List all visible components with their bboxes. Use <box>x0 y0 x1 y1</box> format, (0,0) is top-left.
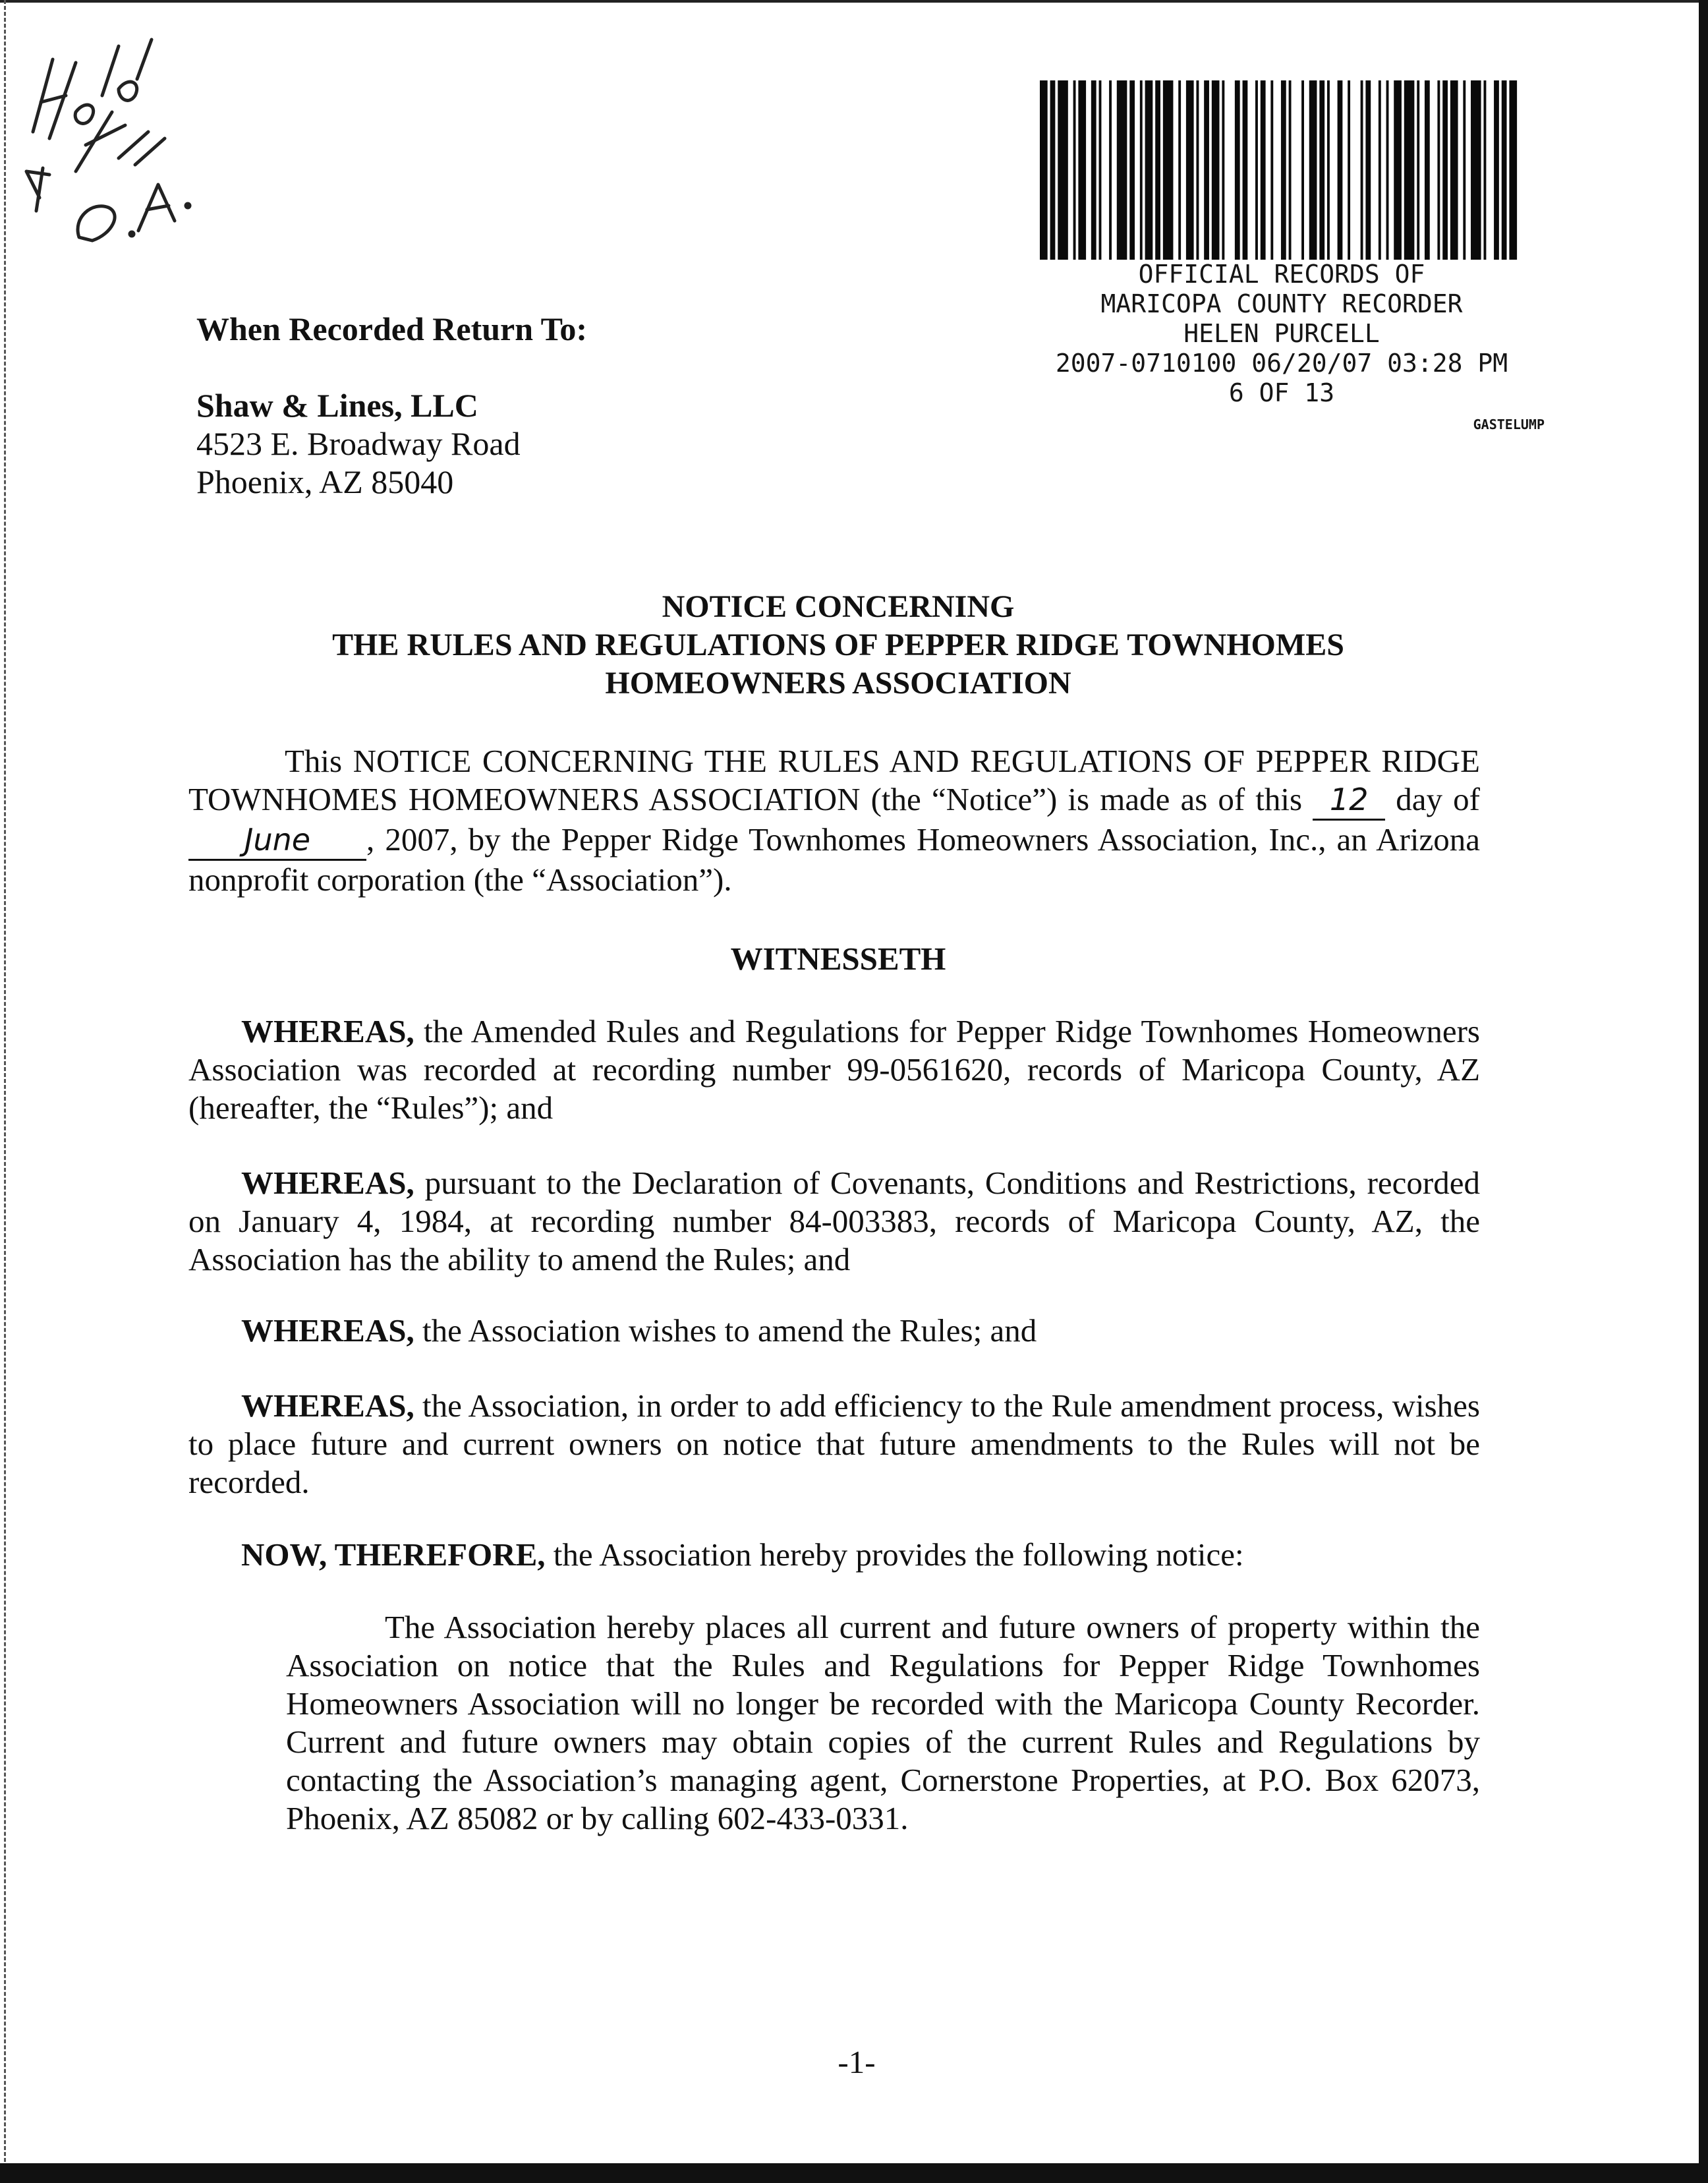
whereas-text: the Association, in order to add efficiency to the Rule amendment process, wishes to place future and current owners on notice that future amendments to the Rules will not be recorded. <box>188 1387 1480 1500</box>
barcode-bar <box>1502 80 1507 260</box>
whereas-clause <box>188 1312 1480 1350</box>
barcode-bar <box>1109 80 1112 260</box>
barcode-bar <box>1178 80 1181 260</box>
whereas-lead: WHEREAS, <box>241 1013 414 1049</box>
recording-barcode <box>1040 80 1520 260</box>
barcode-bar <box>1050 80 1056 260</box>
intro-text: This NOTICE CONCERNING THE RULES AND REGULATIONS OF PEPPER RIDGE TOWNHOMES HOMEOWNERS ASSOCIATION (the “Notice”) is made as of this <box>188 743 1480 817</box>
barcode-bar <box>1091 80 1096 260</box>
return-heading: When Recorded Return To: <box>196 310 588 347</box>
barcode-bar <box>1289 80 1292 260</box>
scan-edge-top <box>0 0 1708 3</box>
barcode-bar <box>1425 80 1430 260</box>
recorder-line: HELEN PURCELL <box>1183 319 1380 348</box>
whereas-clause <box>188 1164 1480 1279</box>
witnesseth-heading: WITNESSETH <box>730 941 946 977</box>
day-blank: 12 <box>1313 780 1385 821</box>
barcode-bar <box>1255 80 1258 260</box>
barcode-bar <box>1235 80 1240 260</box>
now-therefore-lead: NOW, THEREFORE, <box>241 1536 546 1573</box>
whereas-lead: WHEREAS, <box>241 1165 414 1201</box>
whereas-text: pursuant to the Declaration of Covenants, Conditions and Restrictions, recorded on January 4, 1984, at recording number 84-003383, records of Maricopa County, AZ, the Association has the ability to amend the Rules; and <box>188 1165 1480 1277</box>
barcode-bar <box>1204 80 1209 260</box>
barcode-bar <box>1509 80 1517 260</box>
barcode-bar <box>1301 80 1304 260</box>
barcode-bar <box>1243 80 1248 260</box>
whereas-text: the Amended Rules and Regulations for Pepper Ridge Townhomes Homeowners Association was recorded at recording number 99-0561620, records of Maricopa County, AZ (hereafter, the “Rules”); and <box>188 1013 1480 1126</box>
handwritten-margin-note <box>13 33 211 244</box>
barcode-bar <box>1140 80 1143 260</box>
month-blank: June <box>188 821 366 861</box>
barcode-bar <box>1186 80 1194 260</box>
page-number: -1- <box>838 2044 876 2080</box>
barcode-bar <box>1463 80 1466 260</box>
barcode-bar <box>1270 80 1273 260</box>
page-count: 6 OF 13 <box>1228 378 1335 407</box>
recorder-line: OFFICIAL RECORDS OF <box>1138 260 1425 289</box>
title-line: THE RULES AND REGULATIONS OF PEPPER RIDGE TOWNHOMES <box>332 627 1344 662</box>
barcode-bar <box>1212 80 1220 260</box>
clerk-id: GASTELUMP <box>1473 417 1545 432</box>
return-address-block <box>196 310 789 501</box>
barcode-bar <box>1417 80 1419 260</box>
now-therefore-clause <box>188 1536 1480 1574</box>
barcode-bar <box>1196 80 1199 260</box>
barcode-bar <box>1281 80 1286 260</box>
barcode-bar <box>1361 80 1363 260</box>
whereas-clause <box>188 1387 1480 1501</box>
barcode-bar <box>1073 80 1076 260</box>
barcode-bar <box>1494 80 1499 260</box>
barcode-bar <box>1484 80 1487 260</box>
barcode-bar <box>1117 80 1127 260</box>
scan-edge-bottom <box>0 2163 1708 2183</box>
barcode-bar <box>1261 80 1266 260</box>
barcode-bar <box>1379 80 1381 260</box>
barcode-bar <box>1394 80 1402 260</box>
barcode-bar <box>1327 80 1330 260</box>
recording-number: 2007-0710100 06/20/07 03:28 PM <box>1055 349 1508 378</box>
whereas-text: the Association wishes to amend the Rules; and <box>414 1312 1037 1349</box>
intro-text: , 2007, by the Pepper Ridge Townhomes Homeowners Association, Inc., an Arizona nonprofit corporation (the “Association”). <box>188 821 1480 898</box>
return-address-line: 4523 E. Broadway Road <box>196 425 521 462</box>
barcode-bar <box>1386 80 1389 260</box>
title-line: HOMEOWNERS ASSOCIATION <box>605 666 1071 701</box>
whereas-lead: WHEREAS, <box>241 1312 414 1349</box>
barcode-bar <box>1471 80 1481 260</box>
intro-paragraph <box>188 742 1480 899</box>
whereas-clause <box>188 1012 1480 1127</box>
intro-text: day of <box>1385 781 1480 817</box>
barcode-bar <box>1099 80 1102 260</box>
scan-edge-left <box>4 0 6 2162</box>
barcode-bar <box>1338 80 1343 260</box>
barcode-bar <box>1442 80 1448 260</box>
now-therefore-text: the Association hereby provides the following notice: <box>545 1536 1244 1573</box>
document-title <box>198 588 1479 703</box>
scan-edge-right <box>1699 0 1708 2183</box>
barcode-bar <box>1163 80 1174 260</box>
barcode-bar <box>1437 80 1440 260</box>
barcode-bar <box>1319 80 1324 260</box>
recorder-stamp <box>1008 260 1555 441</box>
barcode-bar <box>1450 80 1458 260</box>
return-name: Shaw & Lines, LLC <box>196 387 478 424</box>
return-address-line: Phoenix, AZ 85040 <box>196 463 454 500</box>
barcode-bar <box>1129 80 1135 260</box>
barcode-bar <box>1404 80 1415 260</box>
barcode-bar <box>1155 80 1160 260</box>
recorder-line: MARICOPA COUNTY RECORDER <box>1100 289 1463 318</box>
barcode-bar <box>1145 80 1153 260</box>
barcode-bar <box>1078 80 1086 260</box>
barcode-bar <box>1040 80 1048 260</box>
barcode-bar <box>1365 80 1371 260</box>
title-line: NOTICE CONCERNING <box>662 589 1015 624</box>
barcode-bar <box>1058 80 1068 260</box>
whereas-lead: WHEREAS, <box>241 1387 414 1424</box>
notice-body: The Association hereby places all current and future owners of property within the Association on notice that the Rules and Regulations for Pepper Ridge Townhomes Homeowners Association will no longer be recorded with the Maricopa County Recorder. Current and future owners may obtain copies of the current Rules and Regulations by contacting the Association’s managing agent, Cornerstone Properties, at P.O. Box 62073, Phoenix, AZ 85082 or by calling 602-433-0331. <box>286 1609 1480 1836</box>
barcode-bar <box>1348 80 1350 260</box>
barcode-bar <box>1309 80 1317 260</box>
barcode-bar <box>1222 80 1224 260</box>
